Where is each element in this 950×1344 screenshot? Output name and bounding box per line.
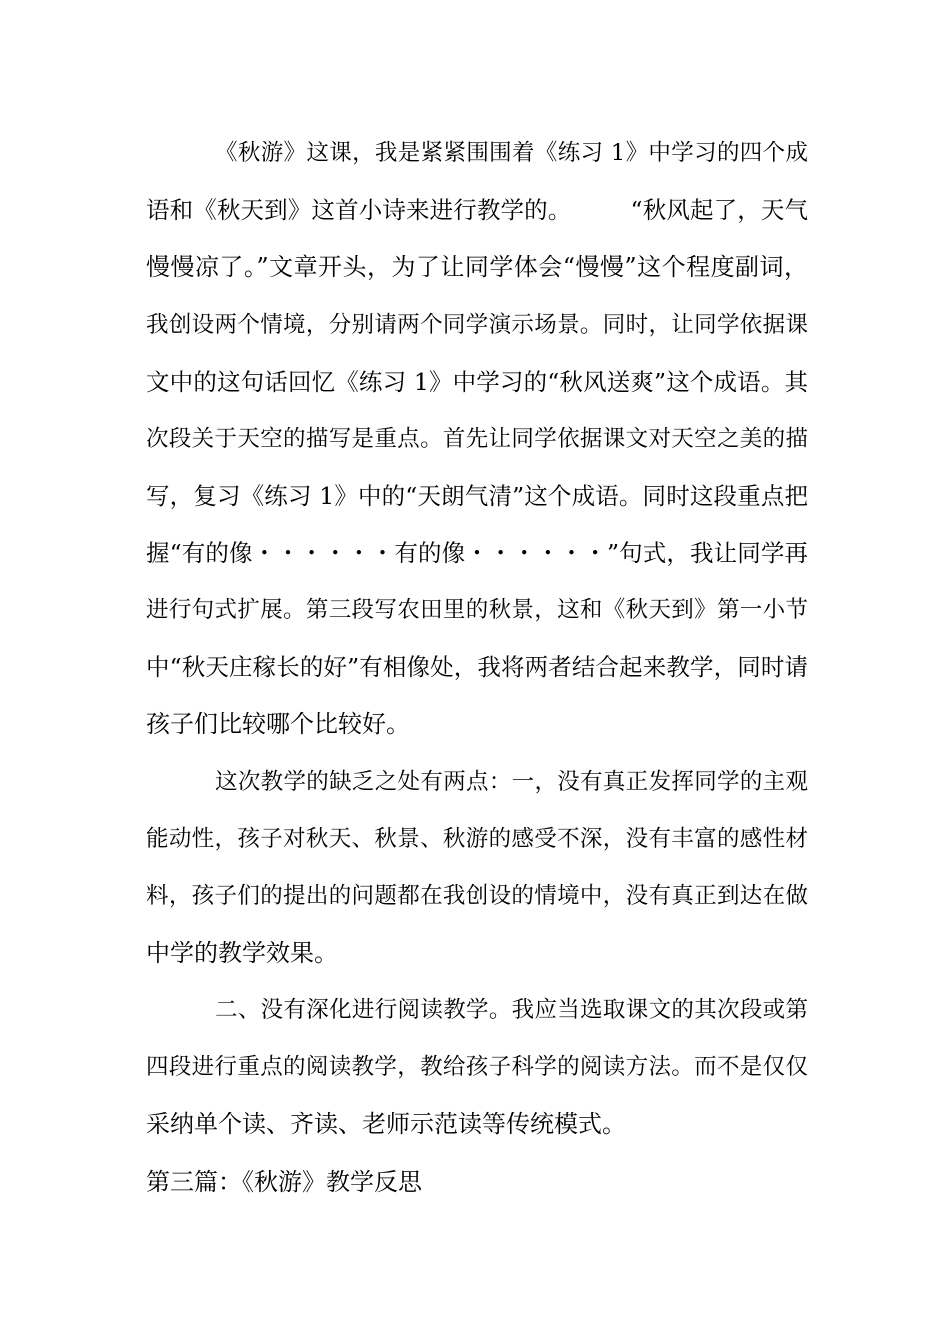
text-line: 这次教学的缺乏之处有两点：一，没有真正发挥同学的主观 — [215, 769, 808, 795]
text-line: 能动性，孩子对秋天、秋景、秋游的感受不深，没有丰富的感性材 — [146, 826, 808, 852]
text-line: 慢慢凉了。”文章开头，为了让同学体会“慢慢”这个程度副词， — [146, 253, 808, 281]
text-line: 四段进行重点的阅读教学，教给孩子科学的阅读方法。而不是仅仅 — [146, 1054, 808, 1080]
text-line: 语和《秋天到》这首小诗来进行教学的。 “秋风起了，天气 — [146, 196, 808, 224]
text-line: 采纳单个读、齐读、老师示范读等传统模式。 — [146, 1110, 626, 1138]
text-line: 《秋游》这课，我是紧紧围围着《练习 1》中学习的四个成 — [215, 140, 808, 166]
text-line: 中“秋天庄稼长的好”有相像处，我将两者结合起来教学，同时请 — [146, 653, 808, 681]
text-line: 中学的教学效果。 — [146, 939, 338, 967]
section-heading: 第三篇：《秋游》教学反思 — [146, 1168, 422, 1196]
text-line: 握“有的像・・・・・・有的像・・・・・・”句式，我让同学再 — [146, 539, 808, 567]
text-line: 文中的这句话回忆《练习 1》中学习的“秋风送爽”这个成语。其 — [146, 368, 808, 396]
text-line: 料，孩子们的提出的问题都在我创设的情境中，没有真正到达在做 — [146, 883, 808, 909]
text-line: 我创设两个情境，分别请两个同学演示场景。同时，让同学依据课 — [146, 312, 808, 338]
text-line: 写，复习《练习 1》中的“天朗气清”这个成语。同时这段重点把 — [146, 482, 808, 510]
text-line: 进行句式扩展。第三段写农田里的秋景，这和《秋天到》第一小节 — [146, 597, 808, 623]
text-line: 二、没有深化进行阅读教学。我应当选取课文的其次段或第 — [215, 997, 808, 1023]
text-line: 次段关于天空的描写是重点。首先让同学依据课文对天空之美的描 — [146, 426, 808, 452]
text-line: 孩子们比较哪个比较好。 — [146, 710, 410, 738]
